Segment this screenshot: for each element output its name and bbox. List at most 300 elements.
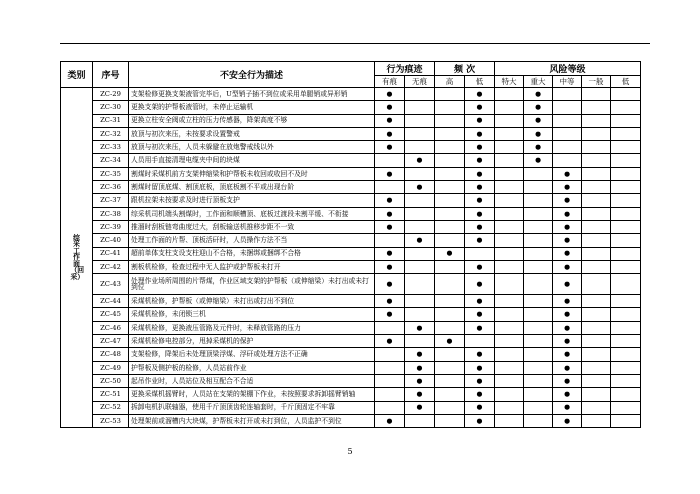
mark-cell bbox=[582, 141, 611, 154]
mark-cell bbox=[495, 361, 524, 374]
table-row bbox=[61, 101, 641, 114]
mark-cell bbox=[375, 127, 405, 140]
row-code: ZC-44 bbox=[93, 295, 129, 308]
mark-cell bbox=[495, 260, 524, 273]
row-code: ZC-29 bbox=[93, 88, 129, 101]
mark-cell bbox=[611, 88, 641, 101]
bullet-mark-icon: ● bbox=[564, 403, 570, 412]
mark-cell bbox=[553, 167, 582, 180]
bullet-mark-icon: ● bbox=[535, 89, 541, 98]
mark-cell bbox=[465, 114, 495, 127]
mark-cell bbox=[405, 260, 435, 273]
mark-cell bbox=[524, 295, 553, 308]
mark-cell bbox=[582, 401, 611, 414]
row-description: 采煤机检修电控部分，甩掉采煤机的保护 bbox=[129, 335, 375, 348]
table-row bbox=[61, 114, 641, 127]
mark-cell bbox=[582, 167, 611, 180]
mark-cell bbox=[524, 401, 553, 414]
bullet-mark-icon: ● bbox=[416, 363, 423, 372]
mark-cell bbox=[611, 388, 641, 401]
table-row bbox=[61, 401, 641, 414]
header-group-trace: 行为痕迹 bbox=[375, 62, 435, 76]
mark-cell bbox=[582, 414, 611, 427]
row-description: 更换立柱安全阀或立柱的压力传感器，降架高度不够 bbox=[129, 114, 375, 127]
mark-cell bbox=[495, 374, 524, 387]
row-description: 超前单体支柱支设支柱迎山不合格，未捆绑或捆绑不合格 bbox=[129, 247, 375, 260]
mark-cell bbox=[465, 88, 495, 101]
mark-cell bbox=[582, 308, 611, 321]
bullet-mark-icon: ● bbox=[564, 209, 570, 218]
mark-cell bbox=[611, 101, 641, 114]
mark-cell bbox=[405, 335, 435, 348]
bullet-mark-icon: ● bbox=[564, 169, 570, 178]
row-description: 割板机检修，检查过程中无人监护或护帮板未打开 bbox=[129, 260, 375, 273]
mark-cell bbox=[524, 414, 553, 427]
table-row bbox=[61, 127, 641, 140]
bullet-mark-icon: ● bbox=[386, 209, 393, 218]
row-code: ZC-50 bbox=[93, 374, 129, 387]
row-description: 处理工作面的片帮、顶板活矸时，人员操作方法不当 bbox=[129, 234, 375, 247]
mark-cell bbox=[495, 127, 524, 140]
row-code: ZC-41 bbox=[93, 247, 129, 260]
bullet-mark-icon: ● bbox=[564, 182, 570, 191]
mark-cell bbox=[435, 361, 465, 374]
table-row bbox=[61, 181, 641, 194]
mark-cell bbox=[435, 335, 465, 348]
table-row bbox=[61, 414, 641, 427]
row-code: ZC-48 bbox=[93, 348, 129, 361]
mark-cell bbox=[375, 388, 405, 401]
mark-cell bbox=[611, 260, 641, 273]
mark-cell bbox=[375, 361, 405, 374]
mark-cell bbox=[495, 167, 524, 180]
mark-cell bbox=[405, 321, 435, 334]
mark-cell bbox=[524, 181, 553, 194]
page-number: 5 bbox=[347, 447, 353, 456]
row-code: ZC-38 bbox=[93, 207, 129, 220]
mark-cell bbox=[405, 167, 435, 180]
mark-cell bbox=[611, 308, 641, 321]
mark-cell bbox=[524, 167, 553, 180]
mark-cell bbox=[582, 348, 611, 361]
row-description: 支架检修更换支架液管完毕后，U型销子插不到位或采用单腿销或异形销 bbox=[129, 88, 375, 101]
bullet-mark-icon: ● bbox=[386, 279, 393, 288]
table-row bbox=[61, 207, 641, 220]
row-code: ZC-33 bbox=[93, 141, 129, 154]
row-code: ZC-49 bbox=[93, 361, 129, 374]
mark-cell bbox=[553, 274, 582, 295]
mark-cell bbox=[553, 194, 582, 207]
mark-cell bbox=[465, 321, 495, 334]
bullet-mark-icon: ● bbox=[416, 323, 423, 332]
table-row bbox=[61, 234, 641, 247]
bullet-mark-icon: ● bbox=[386, 143, 393, 152]
table-row bbox=[61, 295, 641, 308]
subheader-freq-low: 低 bbox=[465, 76, 495, 88]
mark-cell bbox=[611, 194, 641, 207]
table-row bbox=[61, 374, 641, 387]
mark-cell bbox=[495, 181, 524, 194]
mark-cell bbox=[405, 207, 435, 220]
bullet-mark-icon: ● bbox=[564, 196, 570, 205]
bullet-mark-icon: ● bbox=[386, 336, 393, 345]
mark-cell bbox=[435, 181, 465, 194]
header-group-freq: 频 次 bbox=[435, 62, 495, 76]
mark-cell bbox=[435, 207, 465, 220]
bullet-mark-icon: ● bbox=[476, 209, 483, 218]
bullet-mark-icon: ● bbox=[564, 376, 570, 385]
mark-cell bbox=[495, 207, 524, 220]
mark-cell bbox=[405, 114, 435, 127]
mark-cell bbox=[582, 88, 611, 101]
row-description: 跟机拉架未按要求及时进行顶板支护 bbox=[129, 194, 375, 207]
mark-cell bbox=[553, 335, 582, 348]
mark-cell bbox=[495, 414, 524, 427]
mark-cell bbox=[405, 374, 435, 387]
table-row bbox=[61, 167, 641, 180]
mark-cell bbox=[435, 295, 465, 308]
mark-cell bbox=[375, 167, 405, 180]
mark-cell bbox=[435, 114, 465, 127]
mark-cell bbox=[435, 194, 465, 207]
row-code: ZC-53 bbox=[93, 414, 129, 427]
mark-cell bbox=[611, 401, 641, 414]
mark-cell bbox=[495, 234, 524, 247]
header-seq: 序号 bbox=[93, 62, 129, 88]
mark-cell bbox=[495, 308, 524, 321]
bullet-mark-icon: ● bbox=[476, 89, 483, 98]
mark-cell bbox=[435, 141, 465, 154]
mark-cell bbox=[611, 167, 641, 180]
mark-cell bbox=[582, 154, 611, 167]
mark-cell bbox=[465, 207, 495, 220]
mark-cell bbox=[405, 194, 435, 207]
mark-cell bbox=[405, 274, 435, 295]
subheader-risk-medium: 中等 bbox=[553, 76, 582, 88]
mark-cell bbox=[405, 388, 435, 401]
mark-cell bbox=[611, 374, 641, 387]
row-description: 综采机司机端头割煤时，工作面和顺槽顶、底板过渡段未割平缓、不衔接 bbox=[129, 207, 375, 220]
mark-cell bbox=[582, 361, 611, 374]
mark-cell bbox=[582, 321, 611, 334]
bullet-mark-icon: ● bbox=[476, 390, 483, 399]
mark-cell bbox=[405, 220, 435, 233]
table-row bbox=[61, 141, 641, 154]
mark-cell bbox=[465, 181, 495, 194]
subheader-no-trace: 无痕 bbox=[405, 76, 435, 88]
mark-cell bbox=[582, 101, 611, 114]
mark-cell bbox=[375, 234, 405, 247]
bullet-mark-icon: ● bbox=[386, 89, 393, 98]
bullet-mark-icon: ● bbox=[564, 310, 570, 319]
mark-cell bbox=[465, 388, 495, 401]
bullet-mark-icon: ● bbox=[386, 222, 393, 231]
row-description: 采煤机检修，未闭锁三机 bbox=[129, 308, 375, 321]
bullet-mark-icon: ● bbox=[416, 156, 423, 165]
category-cell bbox=[61, 88, 93, 428]
subheader-has-trace: 有痕 bbox=[375, 76, 405, 88]
mark-cell bbox=[375, 88, 405, 101]
mark-cell bbox=[582, 374, 611, 387]
mark-cell bbox=[375, 181, 405, 194]
mark-cell bbox=[553, 348, 582, 361]
bullet-mark-icon: ● bbox=[386, 129, 393, 138]
mark-cell bbox=[495, 141, 524, 154]
mark-cell bbox=[611, 181, 641, 194]
mark-cell bbox=[435, 348, 465, 361]
row-code: ZC-40 bbox=[93, 234, 129, 247]
mark-cell bbox=[582, 274, 611, 295]
table-row bbox=[61, 220, 641, 233]
mark-cell bbox=[435, 154, 465, 167]
bullet-mark-icon: ● bbox=[386, 116, 393, 125]
mark-cell bbox=[465, 220, 495, 233]
row-code: ZC-43 bbox=[93, 274, 129, 295]
table-row bbox=[61, 348, 641, 361]
bullet-mark-icon: ● bbox=[564, 297, 570, 306]
bullet-mark-icon: ● bbox=[476, 262, 483, 271]
table-row bbox=[61, 274, 641, 295]
mark-cell bbox=[553, 401, 582, 414]
row-code: ZC-46 bbox=[93, 321, 129, 334]
row-description: 割煤时留顶底煤、割顶底板，顶底板割不平或出现台阶 bbox=[129, 181, 375, 194]
subheader-risk-major: 重大 bbox=[524, 76, 553, 88]
mark-cell bbox=[495, 220, 524, 233]
mark-cell bbox=[405, 361, 435, 374]
row-description: 起吊作业时，人员站位及相互配合不合适 bbox=[129, 374, 375, 387]
bullet-mark-icon: ● bbox=[535, 143, 541, 152]
bullet-mark-icon: ● bbox=[386, 310, 393, 319]
mark-cell bbox=[405, 234, 435, 247]
mark-cell bbox=[553, 88, 582, 101]
mark-cell bbox=[495, 335, 524, 348]
bullet-mark-icon: ● bbox=[564, 262, 570, 271]
mark-cell bbox=[611, 247, 641, 260]
bullet-mark-icon: ● bbox=[564, 236, 570, 245]
mark-cell bbox=[524, 308, 553, 321]
mark-cell bbox=[435, 274, 465, 295]
mark-cell bbox=[495, 388, 524, 401]
mark-cell bbox=[524, 335, 553, 348]
mark-cell bbox=[465, 154, 495, 167]
bullet-mark-icon: ● bbox=[476, 129, 483, 138]
row-description: 放顶与初次来压，未按要求设置警戒 bbox=[129, 127, 375, 140]
mark-cell bbox=[405, 127, 435, 140]
table-row bbox=[61, 247, 641, 260]
mark-cell bbox=[435, 88, 465, 101]
mark-cell bbox=[611, 114, 641, 127]
subheader-risk-low: 低 bbox=[611, 76, 641, 88]
mark-cell bbox=[405, 401, 435, 414]
bullet-mark-icon: ● bbox=[416, 376, 423, 385]
bullet-mark-icon: ● bbox=[416, 390, 423, 399]
mark-cell bbox=[611, 234, 641, 247]
mark-cell bbox=[582, 220, 611, 233]
mark-cell bbox=[375, 308, 405, 321]
mark-cell bbox=[405, 154, 435, 167]
bullet-mark-icon: ● bbox=[386, 103, 393, 112]
bullet-mark-icon: ● bbox=[564, 350, 570, 359]
mark-cell bbox=[375, 101, 405, 114]
mark-cell bbox=[524, 127, 553, 140]
category-label: 综采工作面（回采） bbox=[70, 233, 85, 281]
bullet-mark-icon: ● bbox=[564, 336, 570, 345]
mark-cell bbox=[582, 247, 611, 260]
mark-cell bbox=[435, 401, 465, 414]
mark-cell bbox=[611, 141, 641, 154]
mark-cell bbox=[582, 194, 611, 207]
bullet-mark-icon: ● bbox=[564, 222, 570, 231]
bullet-mark-icon: ● bbox=[476, 297, 483, 306]
bullet-mark-icon: ● bbox=[535, 103, 541, 112]
mark-cell bbox=[582, 388, 611, 401]
mark-cell bbox=[553, 321, 582, 334]
bullet-mark-icon: ● bbox=[476, 403, 483, 412]
row-code: ZC-51 bbox=[93, 388, 129, 401]
mark-cell bbox=[611, 348, 641, 361]
bullet-mark-icon: ● bbox=[386, 297, 393, 306]
bullet-mark-icon: ● bbox=[416, 350, 423, 359]
mark-cell bbox=[553, 101, 582, 114]
bullet-mark-icon: ● bbox=[476, 143, 483, 152]
mark-cell bbox=[405, 181, 435, 194]
mark-cell bbox=[465, 194, 495, 207]
mark-cell bbox=[611, 274, 641, 295]
row-description: 拆卸电机扒联轴器，使用千斤顶顶齿轮连轴套时，千斤顶固定不牢靠 bbox=[129, 401, 375, 414]
row-description: 处理作业场所周围的片帮煤，作业区域支架的护帮板（或伸缩梁）未打出或未打到位 bbox=[129, 274, 375, 295]
mark-cell bbox=[465, 167, 495, 180]
row-description: 更换采煤机摇臂时，人员站在支架的架棚下作业，未按照要求拆卸摇臂销轴 bbox=[129, 388, 375, 401]
table-row bbox=[61, 194, 641, 207]
table-row bbox=[61, 154, 641, 167]
mark-cell bbox=[582, 114, 611, 127]
mark-cell bbox=[582, 207, 611, 220]
subheader-freq-high: 高 bbox=[435, 76, 465, 88]
mark-cell bbox=[465, 361, 495, 374]
mark-cell bbox=[375, 414, 405, 427]
mark-cell bbox=[495, 321, 524, 334]
header-category: 类别 bbox=[61, 62, 93, 88]
row-description: 人员用手直接清理电缆夹中间的块煤 bbox=[129, 154, 375, 167]
mark-cell bbox=[495, 154, 524, 167]
mark-cell bbox=[582, 335, 611, 348]
bullet-mark-icon: ● bbox=[386, 196, 393, 205]
mark-cell bbox=[435, 127, 465, 140]
mark-cell bbox=[582, 260, 611, 273]
mark-cell bbox=[435, 234, 465, 247]
row-description: 割煤时采煤机前方支架伸缩梁和护帮板未收回或收回不及时 bbox=[129, 167, 375, 180]
mark-cell bbox=[465, 247, 495, 260]
mark-cell bbox=[553, 260, 582, 273]
mark-cell bbox=[611, 414, 641, 427]
bullet-mark-icon: ● bbox=[476, 222, 483, 231]
table-row bbox=[61, 260, 641, 273]
mark-cell bbox=[524, 348, 553, 361]
mark-cell bbox=[375, 295, 405, 308]
bullet-mark-icon: ● bbox=[386, 169, 393, 178]
table-body bbox=[61, 88, 641, 428]
bullet-mark-icon: ● bbox=[564, 323, 570, 332]
row-code: ZC-32 bbox=[93, 127, 129, 140]
mark-cell bbox=[524, 154, 553, 167]
mark-cell bbox=[524, 207, 553, 220]
bullet-mark-icon: ● bbox=[476, 169, 483, 178]
row-description: 采煤机检修，护帮板（或伸缩梁）未打出或打出不到位 bbox=[129, 295, 375, 308]
mark-cell bbox=[465, 234, 495, 247]
mark-cell bbox=[524, 220, 553, 233]
header-description: 不安全行为描述 bbox=[129, 62, 375, 88]
mark-cell bbox=[524, 101, 553, 114]
mark-cell bbox=[524, 321, 553, 334]
mark-cell bbox=[582, 181, 611, 194]
bullet-mark-icon: ● bbox=[564, 390, 570, 399]
bullet-mark-icon: ● bbox=[416, 403, 423, 412]
row-code: ZC-36 bbox=[93, 181, 129, 194]
mark-cell bbox=[553, 220, 582, 233]
mark-cell bbox=[611, 321, 641, 334]
mark-cell bbox=[495, 295, 524, 308]
bullet-mark-icon: ● bbox=[476, 156, 483, 165]
bullet-mark-icon: ● bbox=[476, 363, 483, 372]
mark-cell bbox=[375, 247, 405, 260]
mark-cell bbox=[553, 308, 582, 321]
mark-cell bbox=[405, 247, 435, 260]
mark-cell bbox=[495, 88, 524, 101]
mark-cell bbox=[435, 167, 465, 180]
mark-cell bbox=[553, 127, 582, 140]
mark-cell bbox=[465, 414, 495, 427]
mark-cell bbox=[465, 274, 495, 295]
mark-cell bbox=[582, 295, 611, 308]
table-row bbox=[61, 388, 641, 401]
mark-cell bbox=[524, 361, 553, 374]
mark-cell bbox=[465, 295, 495, 308]
mark-cell bbox=[495, 401, 524, 414]
mark-cell bbox=[524, 260, 553, 273]
mark-cell bbox=[405, 295, 435, 308]
bullet-mark-icon: ● bbox=[386, 262, 393, 271]
row-code: ZC-35 bbox=[93, 167, 129, 180]
mark-cell bbox=[524, 274, 553, 295]
mark-cell bbox=[611, 361, 641, 374]
header-rule bbox=[60, 43, 650, 44]
mark-cell bbox=[405, 141, 435, 154]
mark-cell bbox=[375, 220, 405, 233]
row-description: 更换支架的护帮板液管时，未停止运输机 bbox=[129, 101, 375, 114]
mark-cell bbox=[524, 114, 553, 127]
mark-cell bbox=[553, 181, 582, 194]
row-code: ZC-34 bbox=[93, 154, 129, 167]
bullet-mark-icon: ● bbox=[564, 363, 570, 372]
bullet-mark-icon: ● bbox=[564, 249, 570, 258]
mark-cell bbox=[435, 374, 465, 387]
bullet-mark-icon: ● bbox=[476, 116, 483, 125]
mark-cell bbox=[405, 308, 435, 321]
bullet-mark-icon: ● bbox=[535, 116, 541, 125]
row-code: ZC-30 bbox=[93, 101, 129, 114]
mark-cell bbox=[465, 401, 495, 414]
bullet-mark-icon: ● bbox=[386, 416, 393, 425]
table-row bbox=[61, 321, 641, 334]
mark-cell bbox=[553, 234, 582, 247]
bullet-mark-icon: ● bbox=[446, 336, 453, 345]
row-code: ZC-39 bbox=[93, 220, 129, 233]
bullet-mark-icon: ● bbox=[476, 350, 483, 359]
mark-cell bbox=[524, 247, 553, 260]
mark-cell bbox=[611, 127, 641, 140]
bullet-mark-icon: ● bbox=[476, 279, 483, 288]
bullet-mark-icon: ● bbox=[564, 416, 570, 425]
